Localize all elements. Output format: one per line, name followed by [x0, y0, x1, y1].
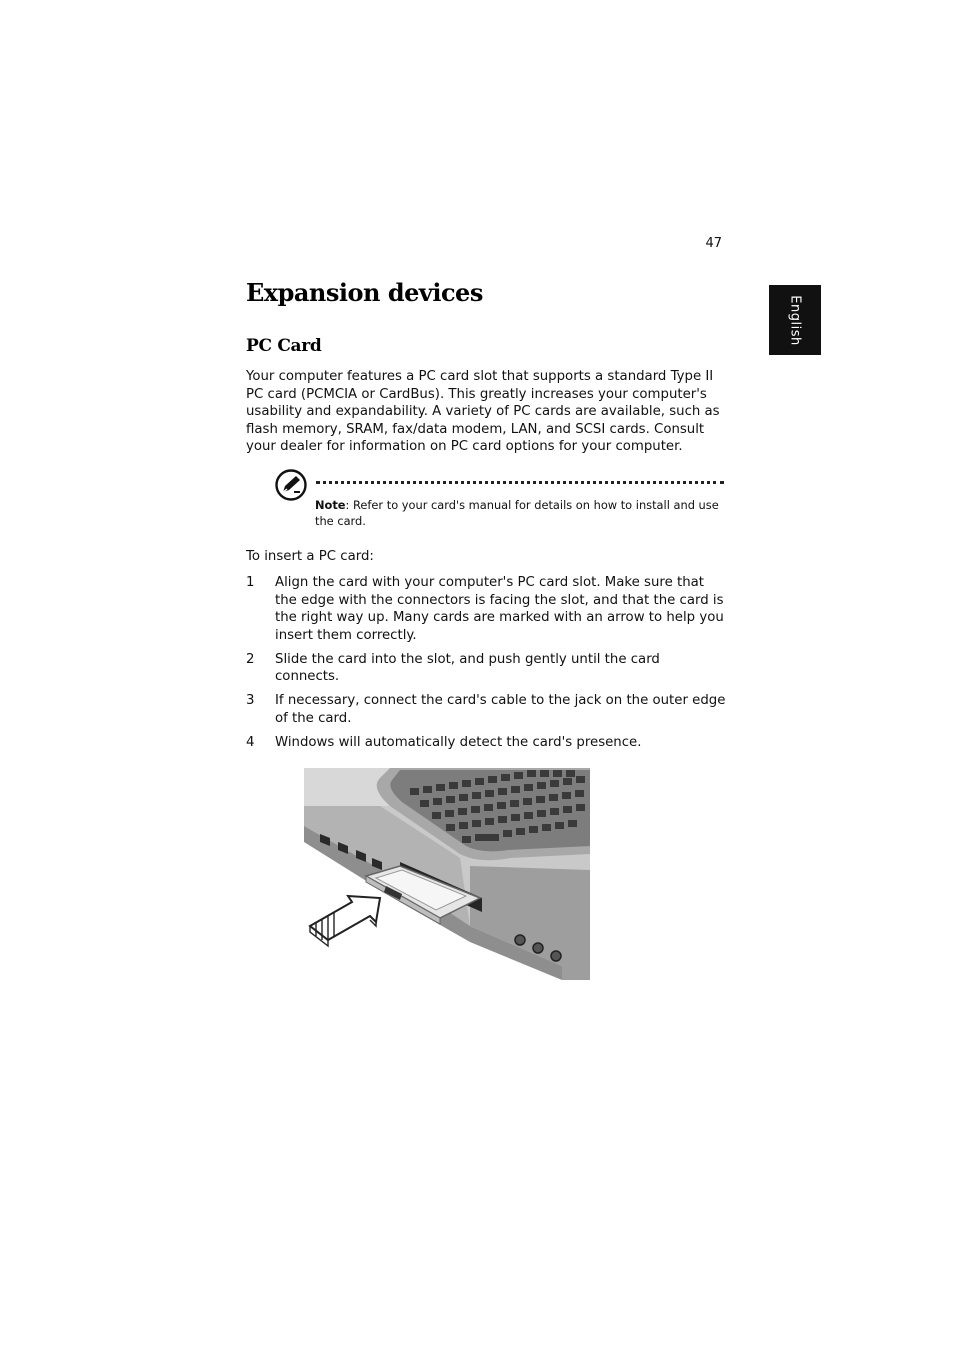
pc-card-insertion-illustration [270, 766, 592, 982]
step-number: 1 [246, 575, 255, 590]
note-box [274, 466, 726, 536]
steps-intro: To insert a PC card: [246, 549, 374, 564]
step-number: 4 [246, 734, 255, 750]
page-title: Expansion devices [246, 278, 483, 307]
note-body: : Refer to your card's manual for details on how to install and use the card. [315, 498, 719, 528]
page-number: 47 [705, 236, 722, 251]
step-text: If necessary, connect the card's cable to the jack on the outer edge of the card. [275, 693, 726, 726]
language-tab [769, 285, 821, 355]
step-number: 3 [246, 693, 255, 709]
note-divider [316, 481, 724, 484]
intro-paragraph: Your computer features a PC card slot that supports a standard Type II PC card (PCMCIA or CardBus). This greatly increases your computer's usability and expandability. A variety of PC cards are available, such as flash memory, SRAM, fax/data modem, LAN, and SCSI cards. Consult your dealer for information on PC card options for your computer. [246, 369, 720, 455]
step-text: Align the card with your computer's PC card slot. Make sure that the edge with the connectors is facing the slot, and that the card is the right way up. Many cards are marked with an arrow to help you insert them correctly. [275, 575, 724, 643]
step-text: Windows will automatically detect the card's presence. [275, 734, 642, 750]
step-text: Slide the card into the slot, and push gently until the card connects. [275, 651, 660, 685]
step-number: 2 [246, 651, 255, 667]
note-text [315, 497, 723, 529]
steps-list [246, 574, 726, 758]
language-tab-label: English [787, 294, 803, 346]
section-title: PC Card [246, 336, 322, 356]
list-item [246, 651, 726, 686]
note-pen-icon [274, 468, 308, 502]
list-item [246, 574, 726, 644]
note-label: Note [315, 498, 346, 512]
list-item [246, 692, 726, 727]
list-item [246, 734, 726, 752]
